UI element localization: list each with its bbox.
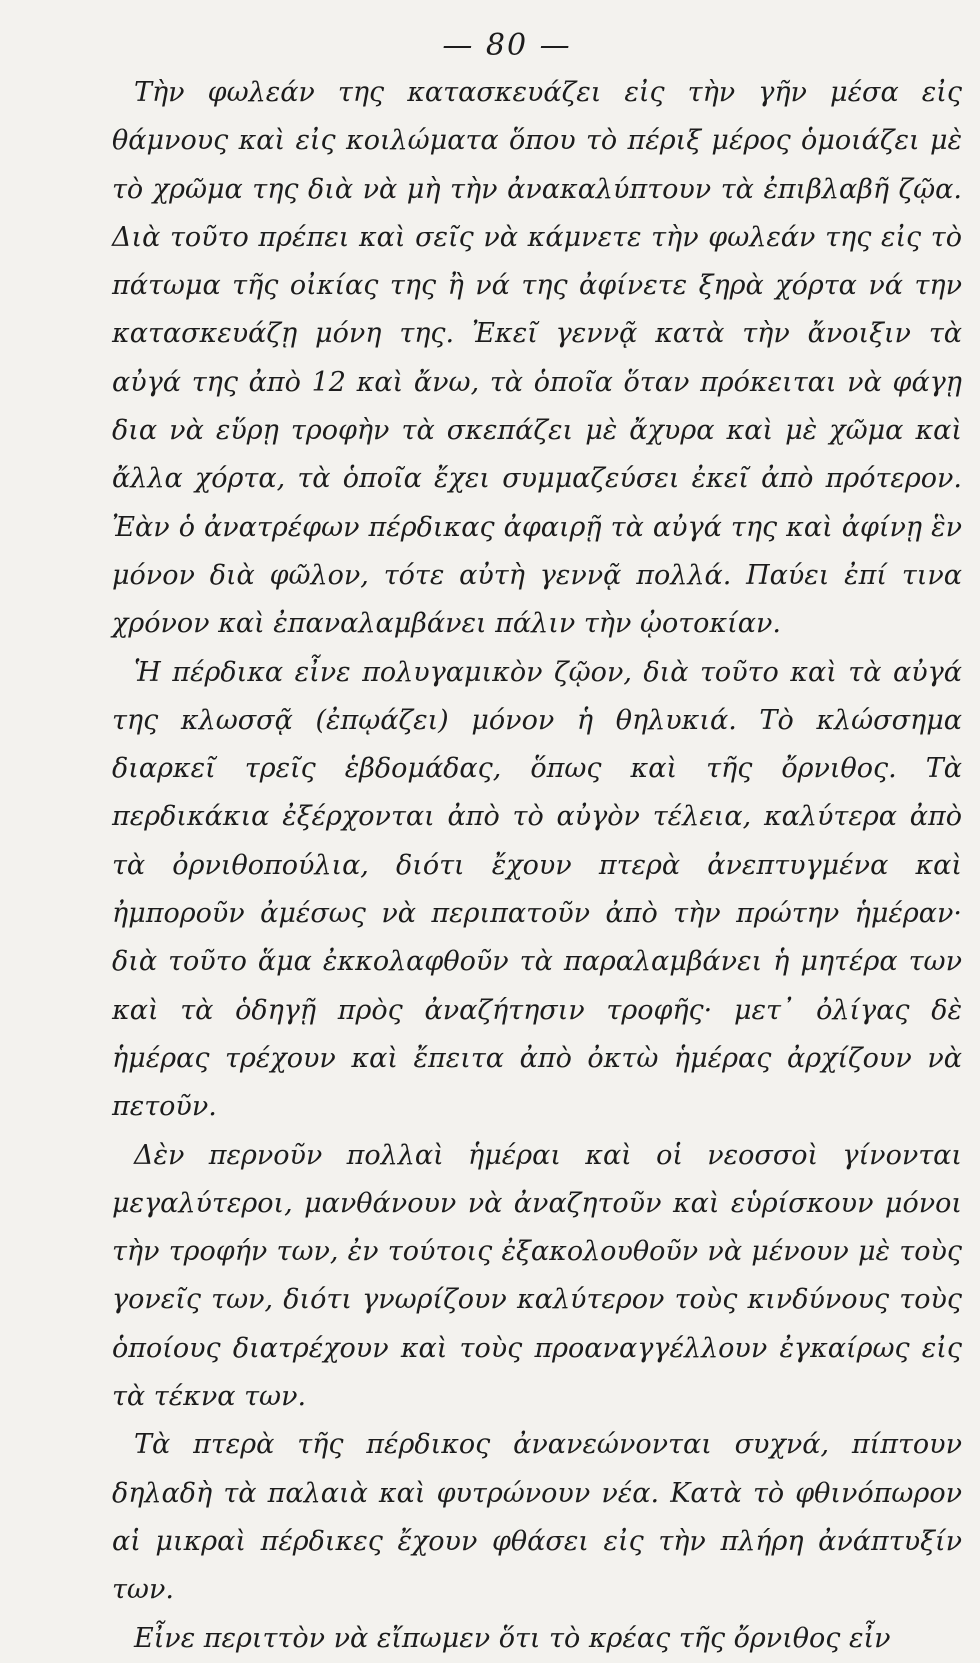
paragraph-meat: Εἶνε περιττὸν νὰ εἴπωμεν ὅτι τὸ κρέας τῆς ὄρνιθος εἶν	[134, 1622, 891, 1654]
paragraph-incubation: Ἡ πέρδικα εἶνε πολυγαμικὸν ζῷον, διὰ τοῦτο καὶ τὰ αὐγά της κλωσσᾷ (ἐπῳάζει) μόνον ἡ θηλυκιά. Τὸ κλώσσημα διαρκεῖ τρεῖς ἑβδομάδας, ὅπως καὶ τῆς ὄρνιθος. Τὰ περδικάκια ἐξέρχονται ἀπὸ τὸ αὐγὸν τέλεια, καλύτερα ἀπὸ τὰ ὀρνιθοπούλια, διότι ἔχουν πτερὰ ἀνεπτυγμένα καὶ ἠμποροῦν ἀμέσως νὰ περιπατοῦν ἀπὸ τὴν πρώτην ἡμέραν· διὰ τοῦτο ἅμα ἐκκολαφθοῦν τὰ παραλαμβάνει ἡ μητέρα των καὶ τὰ ὁδηγῇ πρὸς ἀναζήτησιν τροφῆς· μετ᾽ ὀλίγας δὲ ἡμέρας τρέχουν καὶ ἔπειτα ἀπὸ ὀκτὼ ἡμέρας ἀρχίζουν νὰ πετοῦν.	[112, 656, 962, 1123]
paragraph-feathers: Τὰ πτερὰ τῆς πέρδικος ἀνανεώνονται συχνά, πίπτουν δηλαδὴ τὰ παλαιὰ καὶ φυτρώνουν νέα. Κατὰ τὸ φθινόπωρον αἱ μικραὶ πέρδικες ἔχουν φθάσει εἰς τὴν πλήρη ἀνάπτυξίν των.	[112, 1429, 962, 1606]
paragraph-chicks: Δὲν περνοῦν πολλαὶ ἡμέραι καὶ οἱ νεοσσοὶ γίνονται μεγαλύτεροι, μανθάνουν νὰ ἀναζητοῦν καὶ εὑρίσκουν μόνοι τὴν τροφήν των, ἐν τούτοις ἐξακολουθοῦν νὰ μένουν μὲ τοὺς γονεῖς των, διότι γνωρίζουν καλύτερον τοὺς κινδύνους τοὺς ὁποίους διατρέχουν καὶ τοὺς προαναγγέλλουν ἐγκαίρως εἰς τὰ τέκνα των.	[112, 1139, 962, 1413]
page-number: — 80 —	[442, 28, 572, 63]
paragraph-nest: Τὴν φωλεάν της κατασκευάζει εἰς τὴν γῆν μέσα εἰς θάμνους καὶ εἰς κοιλώματα ὅπου τὸ πέριξ μέρος ὁμοιάζει μὲ τὸ χρῶμα της διὰ νὰ μὴ τὴν ἀνακαλύπτουν τὰ ἐπιβλαβῆ ζῷα. Διὰ τοῦτο πρέπει καὶ σεῖς νὰ κάμνετε τὴν φωλεάν της εἰς τὸ πάτωμα τῆς οἰκίας της ἢ νά της ἀφίνετε ξηρὰ χόρτα νά την κατασκευάζῃ μόνη της. Ἐκεῖ γεννᾷ κατὰ τὴν ἄνοιξιν τὰ αὐγά της ἀπὸ 12 καὶ ἄνω, τὰ ὁποῖα ὅταν πρόκειται νὰ φάγῃ δια νὰ εὕρῃ τροφὴν τὰ σκεπάζει μὲ ἄχυρα καὶ μὲ χῶμα καὶ ἄλλα χόρτα, τὰ ὁποῖα ἔχει συμμαζεύσει ἐκεῖ ἀπὸ πρότερον. Ἐὰν ὁ ἀνατρέφων πέρδικας ἀφαιρῇ τὰ αὐγά της καὶ ἀφίνῃ ἓν μόνον διὰ φῶλον, τότε αὐτὴ γεννᾷ πολλά. Παύει ἐπί τινα χρόνον καὶ ἐπαναλαμβάνει πάλιν τὴν ᾠοτοκίαν.	[112, 77, 962, 640]
